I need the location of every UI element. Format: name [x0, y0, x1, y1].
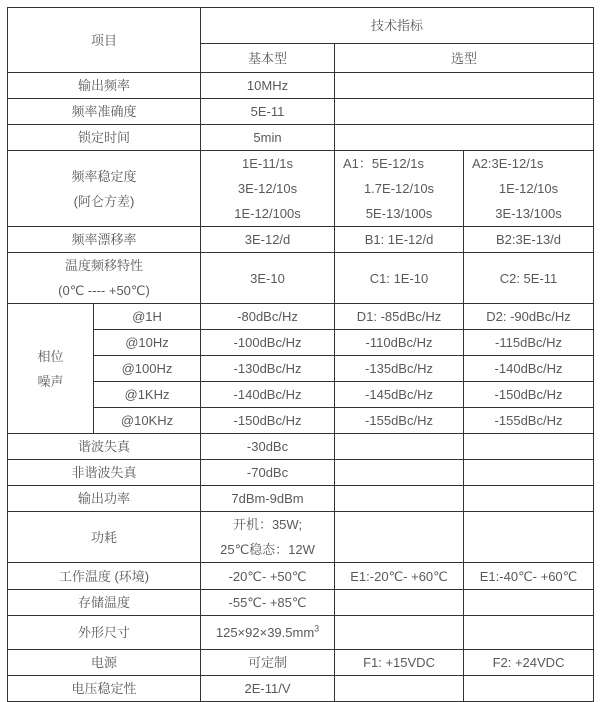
row-lock-time — [8, 125, 594, 151]
row-voltage-stability — [8, 676, 594, 702]
row-phase-noise-10khz — [8, 408, 594, 434]
cell-opt1-empty — [335, 512, 464, 563]
cell-opt2: -150dBc/Hz — [464, 382, 594, 408]
header-basic: 基本型 — [201, 44, 335, 73]
cell-basic: -55℃- +85℃ — [201, 590, 335, 616]
dimensions-value: 125×92×39.5mm — [215, 625, 315, 640]
value-line: A2:3E-12/1s — [472, 156, 544, 171]
cell-basic: -70dBc — [201, 460, 335, 486]
sub-label: @10KHz — [94, 408, 201, 434]
cell-opt1-empty — [335, 460, 464, 486]
cell-basic: 10MHz — [201, 73, 335, 99]
row-temperature-shift — [8, 253, 594, 304]
value-line: 5E-13/100s — [365, 206, 433, 221]
cell-basic: 2E-11/V — [201, 676, 335, 702]
cell-opt1 — [335, 151, 464, 227]
cell-basic: -30dBc — [201, 434, 335, 460]
cell-optional-empty — [335, 125, 594, 151]
value-line: 开机：35W; — [232, 517, 303, 532]
cell-optional-empty — [335, 73, 594, 99]
cell-opt1: C1: 1E-10 — [335, 253, 464, 304]
value-line: 3E-13/100s — [495, 206, 562, 221]
cell-opt2-empty — [464, 460, 594, 486]
cell-basic: 5min — [201, 125, 335, 151]
row-label: 频率漂移率 — [8, 227, 201, 253]
row-dimensions — [8, 616, 594, 650]
row-label: 工作温度 (环境) — [8, 563, 201, 590]
value-line: 1.7E-12/10s — [363, 181, 435, 196]
cell-basic: 可定制 — [201, 650, 335, 676]
row-label — [8, 253, 201, 304]
row-storage-temperature — [8, 590, 594, 616]
header-optional: 选型 — [335, 44, 594, 73]
cell-opt2: F2: +24VDC — [464, 650, 594, 676]
value-line: 1E-11/1s — [241, 156, 294, 171]
value-line: 1E-12/100s — [234, 206, 301, 221]
cell-opt1-empty — [335, 486, 464, 512]
row-label: 存储温度 — [8, 590, 201, 616]
header-tech-spec: 技术指标 — [201, 8, 594, 44]
row-phase-noise-1khz — [8, 382, 594, 408]
spec-table — [7, 7, 594, 702]
cell-basic: -140dBc/Hz — [201, 382, 335, 408]
row-label: 功耗 — [8, 512, 201, 563]
row-operating-temperature — [8, 563, 594, 590]
cell-opt1-empty — [335, 434, 464, 460]
cell-opt1-empty — [335, 676, 464, 702]
cell-opt1: E1:-20℃- +60℃ — [335, 563, 464, 590]
row-phase-noise-10hz — [8, 330, 594, 356]
cell-basic: 5E-11 — [201, 99, 335, 125]
cell-opt1-empty — [335, 590, 464, 616]
cell-opt2: D2: -90dBc/Hz — [464, 304, 594, 330]
cell-opt1: -110dBc/Hz — [335, 330, 464, 356]
cell-opt1: -135dBc/Hz — [335, 356, 464, 382]
row-power-supply — [8, 650, 594, 676]
cell-opt1: D1: -85dBc/Hz — [335, 304, 464, 330]
cell-basic: -20℃- +50℃ — [201, 563, 335, 590]
cell-opt2-empty — [464, 676, 594, 702]
row-frequency-drift — [8, 227, 594, 253]
header-item: 项目 — [8, 8, 201, 73]
label-line-1: 相位 — [37, 348, 64, 364]
sub-label: @1H — [94, 304, 201, 330]
row-label: 外形尺寸 — [8, 616, 201, 650]
cell-basic: 3E-12/d — [201, 227, 335, 253]
row-label: 非谐波失真 — [8, 460, 201, 486]
cell-basic: 3E-10 — [201, 253, 335, 304]
cell-basic — [201, 616, 335, 650]
row-label: 频率准确度 — [8, 99, 201, 125]
label-line-2: (0℃ ---- +50℃) — [58, 283, 150, 298]
row-label — [8, 151, 201, 227]
cell-optional-empty — [335, 99, 594, 125]
row-label: 谐波失真 — [8, 434, 201, 460]
cell-opt2: -155dBc/Hz — [464, 408, 594, 434]
row-frequency-accuracy — [8, 99, 594, 125]
row-phase-noise-1h — [8, 304, 594, 330]
cell-opt2-empty — [464, 616, 594, 650]
cell-opt2-empty — [464, 590, 594, 616]
value-line: 1E-12/10s — [498, 181, 559, 196]
sub-label: @100Hz — [94, 356, 201, 382]
sub-label: @1KHz — [94, 382, 201, 408]
dimensions-exponent: 3 — [314, 623, 320, 634]
cell-opt1: F1: +15VDC — [335, 650, 464, 676]
cell-opt2: -140dBc/Hz — [464, 356, 594, 382]
value-line: 25℃稳态：12W — [220, 542, 315, 557]
cell-basic: -100dBc/Hz — [201, 330, 335, 356]
cell-basic: 7dBm-9dBm — [201, 486, 335, 512]
cell-basic: -130dBc/Hz — [201, 356, 335, 382]
cell-opt1-empty — [335, 616, 464, 650]
cell-opt1: B1: 1E-12/d — [335, 227, 464, 253]
row-label: 输出功率 — [8, 486, 201, 512]
label-line-2: 噪声 — [37, 373, 64, 389]
label-line-1: 温度频移特性 — [65, 258, 144, 273]
row-non-harmonic-distortion — [8, 460, 594, 486]
cell-opt1: -155dBc/Hz — [335, 408, 464, 434]
label-line-1: 频率稳定度 — [71, 168, 137, 184]
cell-opt2: C2: 5E-11 — [464, 253, 594, 304]
phase-noise-label — [8, 304, 94, 434]
cell-basic — [201, 151, 335, 227]
row-label: 电压稳定性 — [8, 676, 201, 702]
cell-opt2: B2:3E-13/d — [464, 227, 594, 253]
cell-opt2-empty — [464, 486, 594, 512]
label-line-2: (阿仑方差) — [73, 193, 135, 209]
row-label: 电源 — [8, 650, 201, 676]
row-harmonic-distortion — [8, 434, 594, 460]
cell-opt2 — [464, 151, 594, 227]
value-line: A1：5E-12/1s — [343, 156, 424, 171]
header-row-1 — [8, 8, 594, 44]
row-output-frequency — [8, 73, 594, 99]
cell-basic — [201, 512, 335, 563]
value-line: 3E-12/10s — [237, 181, 298, 196]
row-power-consumption — [8, 512, 594, 563]
cell-opt2: E1:-40℃- +60℃ — [464, 563, 594, 590]
cell-basic: -80dBc/Hz — [201, 304, 335, 330]
row-phase-noise-100hz — [8, 356, 594, 382]
cell-opt2-empty — [464, 434, 594, 460]
cell-opt2: -115dBc/Hz — [464, 330, 594, 356]
row-label: 锁定时间 — [8, 125, 201, 151]
row-frequency-stability — [8, 151, 594, 227]
row-label: 输出频率 — [8, 73, 201, 99]
cell-opt2-empty — [464, 512, 594, 563]
cell-basic: -150dBc/Hz — [201, 408, 335, 434]
row-output-power — [8, 486, 594, 512]
cell-opt1: -145dBc/Hz — [335, 382, 464, 408]
sub-label: @10Hz — [94, 330, 201, 356]
